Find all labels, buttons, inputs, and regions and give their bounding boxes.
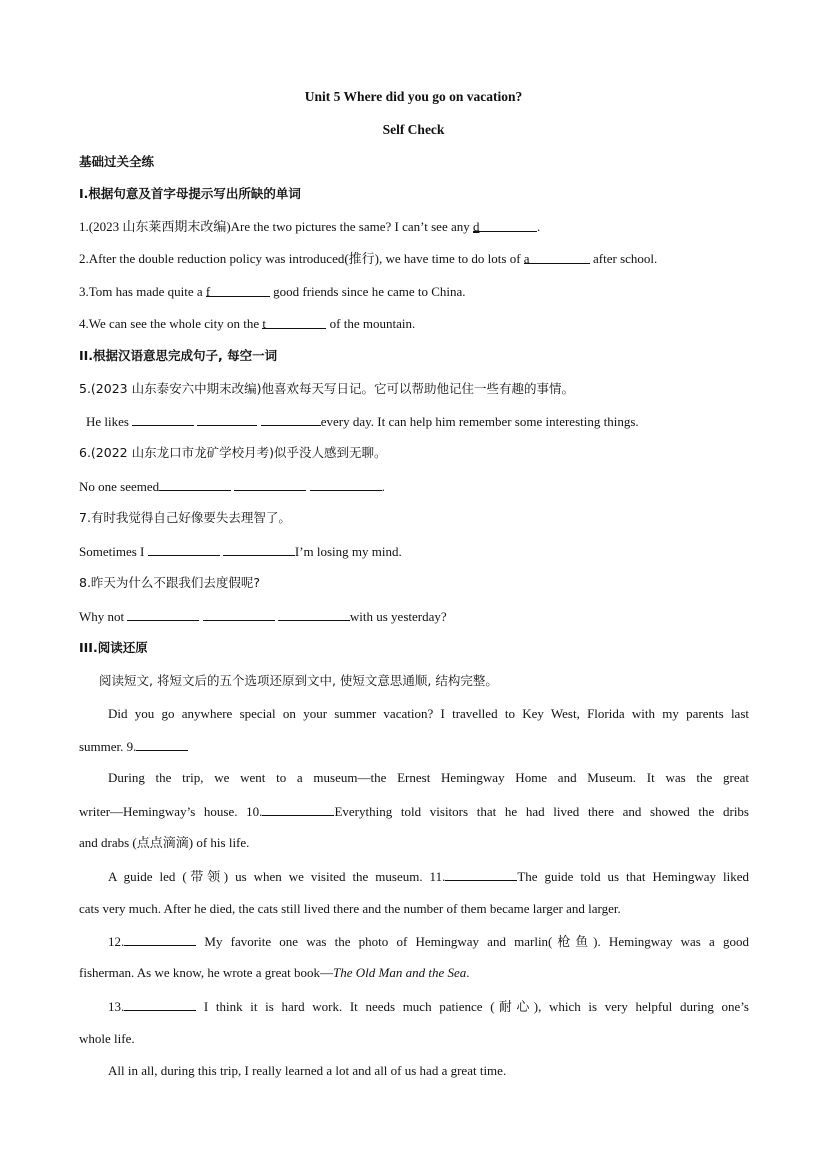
page-subtitle: Self Check: [382, 122, 445, 137]
passage-p5-line1: [108, 997, 749, 1016]
passage-p5-line2: whole life.: [79, 1031, 135, 1046]
q8-text: Why not: [79, 609, 128, 624]
part3-heading: III.阅读还原: [79, 640, 148, 655]
q7-text: Sometimes I: [79, 544, 148, 559]
question-8-chinese: 8.昨天为什么不跟我们去度假呢?: [79, 575, 261, 590]
q1-letter: d: [473, 219, 480, 234]
question-1: [79, 218, 749, 236]
book-title: The Old Man and the Sea: [333, 965, 467, 980]
passage-p3-line1: [108, 867, 749, 886]
q7-after: I’m losing my mind.: [294, 544, 402, 559]
q5-after: every day. It can help him remember some interesting things.: [320, 414, 639, 429]
passage-p3-line2: cats very much. After he died, the cats still lived there and the number of them became larger and larger.: [79, 901, 621, 916]
q3-blank[interactable]: [206, 283, 270, 297]
passage-p1-line2: [79, 737, 749, 756]
question-5-english: [86, 412, 749, 431]
p4-line2-text: fisherman. As we know, he wrote a great book—: [79, 965, 334, 980]
q1-after: .: [537, 219, 541, 234]
q1-blank[interactable]: [473, 218, 537, 232]
question-3: [79, 283, 749, 301]
passage-p2-line3: and drabs (点点滴滴) of his life.: [79, 835, 250, 850]
q7-blank-1[interactable]: [148, 542, 220, 556]
p4-line2-after: .: [466, 965, 470, 980]
q4-after: of the mountain.: [326, 316, 416, 331]
q4-text: 4.We can see the whole city on the: [79, 316, 263, 331]
p3-line1-after: The guide told us that Hemingway liked: [517, 869, 749, 884]
q5-blank-3[interactable]: [261, 412, 321, 426]
blank-11[interactable]: [445, 867, 517, 881]
q6-after: .: [381, 479, 385, 494]
passage-p2-line1: During the trip, we went to a museum—the Ernest Hemingway Home and Museum. It was the great: [108, 770, 749, 785]
blank-13[interactable]: [124, 997, 196, 1011]
blank-10[interactable]: [262, 802, 334, 816]
p4-line1-after: My favorite one was the photo of Hemingway and marlin(枪鱼). Hemingway was a good: [196, 934, 749, 949]
q2-after: after school.: [589, 251, 658, 266]
q4-letter: t: [262, 316, 267, 331]
q2-blank[interactable]: [524, 250, 590, 264]
passage-p4-line1: [108, 932, 749, 951]
blank-11-label: A guide led (带领) us when we visited the museum. 11.: [108, 869, 446, 884]
part1-heading: I.根据句意及首字母提示写出所缺的单词: [79, 186, 301, 201]
passage-p4-line2: [79, 964, 749, 982]
blank-9-label: summer. 9.: [79, 739, 137, 754]
q5-blank-1[interactable]: [132, 412, 194, 426]
passage-p1-line1: Did you go anywhere special on your summer vacation? I travelled to Key West, Florida with my parents last: [108, 706, 749, 721]
question-2: [79, 250, 749, 268]
q8-blank-1[interactable]: [127, 607, 199, 621]
q3-after: good friends since he came to China.: [269, 284, 466, 299]
question-5-chinese: 5.(2023 山东泰安六中期末改编)他喜欢每天写日记。它可以帮助他记住一些有趣的事情。: [79, 381, 574, 396]
q7-blank-2[interactable]: [223, 542, 295, 556]
q8-blank-2[interactable]: [203, 607, 275, 621]
part2-heading: II.根据汉语意思完成句子, 每空一词: [79, 348, 278, 363]
q2-letter: a: [523, 251, 530, 266]
q6-blank-1[interactable]: [159, 477, 231, 491]
q2-text: 2.After the double reduction policy was introduced(推行), we have time to do lots of: [79, 251, 524, 266]
section-heading: 基础过关全练: [79, 154, 155, 169]
blank-9[interactable]: [136, 737, 188, 751]
passage-p6-line1: All in all, during this trip, I really learned a lot and all of us had a great time.: [108, 1063, 507, 1078]
blank-10-label: writer—Hemingway’s house. 10.: [79, 804, 263, 819]
q5-blank-2[interactable]: [197, 412, 257, 426]
q8-blank-3[interactable]: [278, 607, 350, 621]
blank-12[interactable]: [124, 932, 196, 946]
question-4: [79, 315, 749, 333]
blank-13-label: 13.: [108, 999, 125, 1014]
page-title: Unit 5 Where did you go on vacation?: [304, 89, 523, 104]
p2-line2-after: Everything told visitors that he had lived there and showed the dribs: [334, 804, 749, 819]
q6-blank-3[interactable]: [310, 477, 382, 491]
q6-blank-2[interactable]: [234, 477, 306, 491]
question-7-english: [79, 542, 749, 561]
passage-p2-line2: [79, 802, 749, 821]
part3-instruction: 阅读短文, 将短文后的五个选项还原到文中, 使短文意思通顺, 结构完整。: [99, 673, 498, 688]
q3-letter: f: [205, 284, 211, 299]
q6-text: No one seemed: [79, 479, 160, 494]
q1-text: 1.(2023 山东莱西期末改编)Are the two pictures the same? I can’t see any: [79, 219, 473, 234]
q5-text: He likes: [86, 414, 133, 429]
q4-blank[interactable]: [262, 315, 326, 329]
question-6-english: [79, 477, 749, 496]
p5-line1-after: I think it is hard work. It needs much patience (耐心), which is very helpful during one’s: [196, 999, 749, 1014]
question-6-chinese: 6.(2022 山东龙口市龙矿学校月考)似乎没人感到无聊。: [79, 445, 387, 460]
question-8-english: [79, 607, 749, 626]
question-7-chinese: 7.有时我觉得自己好像要失去理智了。: [79, 510, 291, 525]
blank-12-label: 12.: [108, 934, 125, 949]
q8-after: with us yesterday?: [349, 609, 447, 624]
q3-text: 3.Tom has made quite a: [79, 284, 206, 299]
